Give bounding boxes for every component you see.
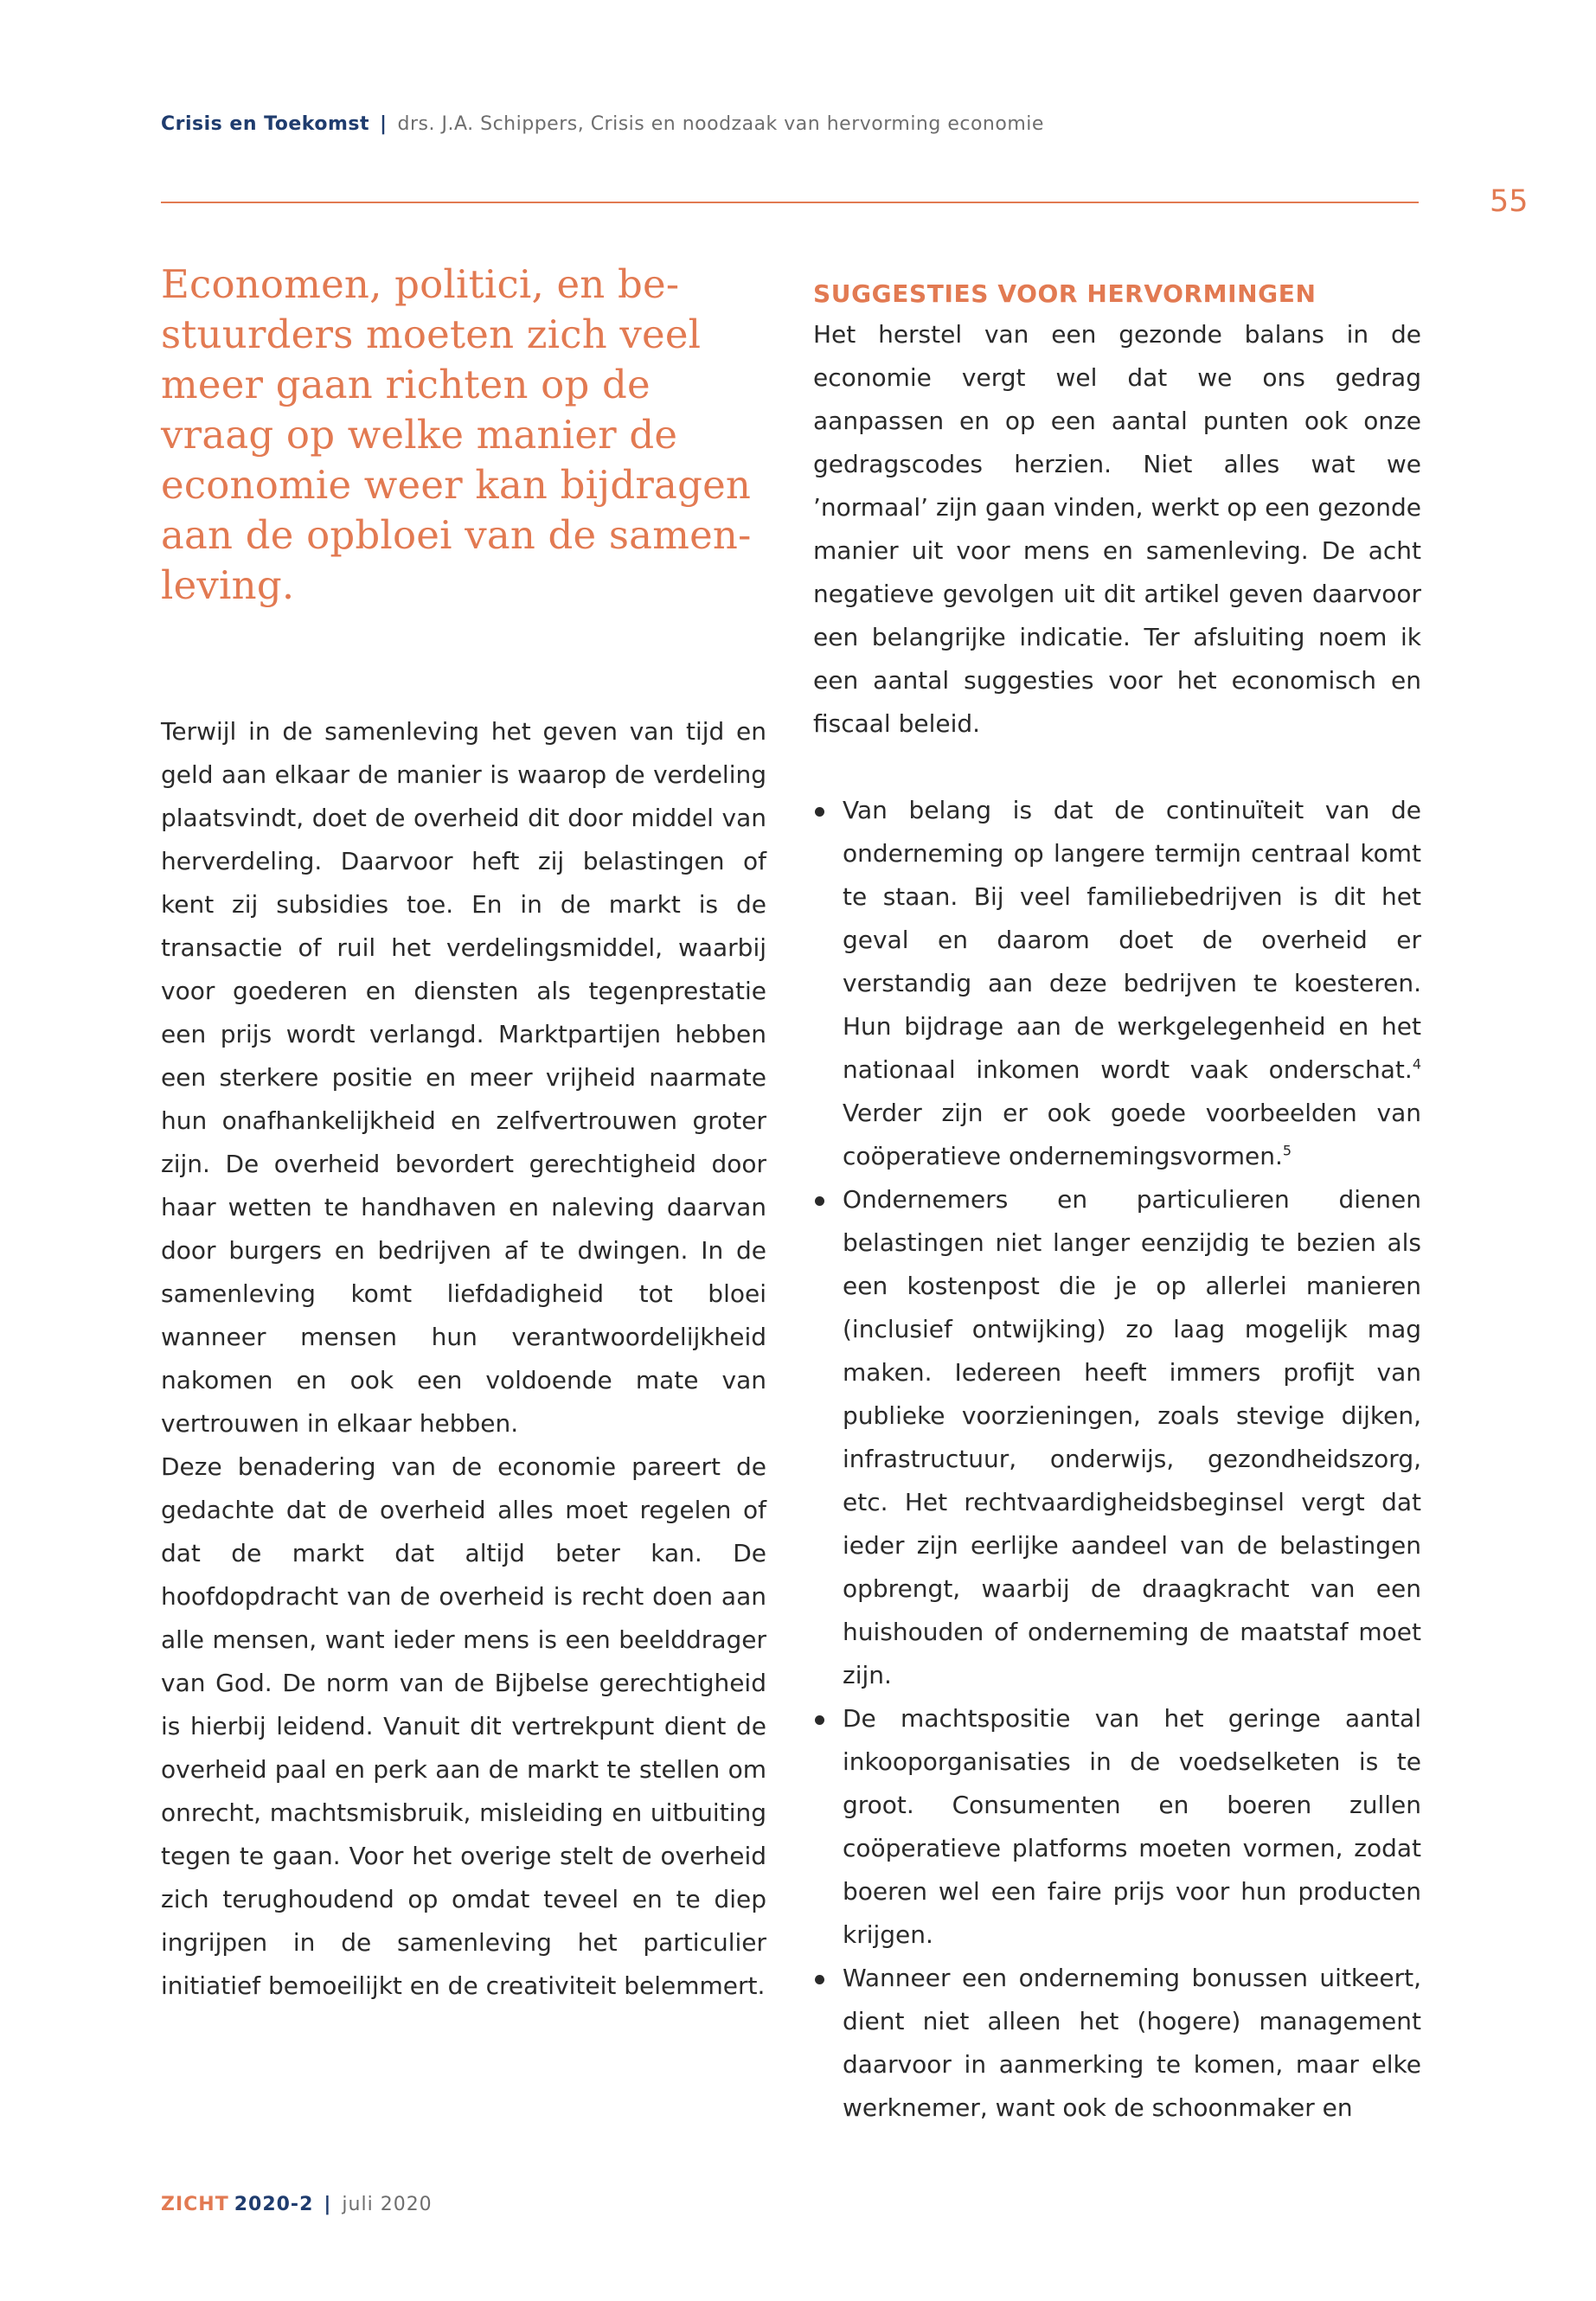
right-column (813, 275, 1421, 2130)
bullet-icon (815, 1196, 824, 1206)
list-item (813, 1178, 1421, 1697)
bullet-icon (815, 807, 824, 817)
list-item (813, 789, 1421, 1178)
list-item (813, 1957, 1421, 2130)
footnote-ref: 4 (1412, 1055, 1421, 1073)
list-item-text: De machtspositie van het geringe aantal inkooporganisaties in de voedselketen is te groot. Consumenten en boeren zullen coöperatieve platforms moeten vormen, zodat boeren wel een faire prijs voor hun producten krijgen. (843, 1704, 1421, 1949)
footer-magazine-name: ZICHT (161, 2194, 229, 2215)
footnote-ref: 5 (1282, 1142, 1292, 1159)
page-number: 55 (1490, 184, 1529, 219)
footer-issue: 2020-2 (234, 2194, 314, 2215)
right-body-text (813, 313, 1421, 2130)
suggestion-list (813, 789, 1421, 2130)
list-item-text: Ondernemers en particulieren dienen belastingen niet langer eenzijdig te bezien als een kostenpost die je op allerlei manieren (inclusief ontwijking) zo laag mogelijk mag maken. Iedereen heeft immers profijt van publieke voorzieningen, zoals stevige dijken, infrastructuur, onderwijs, gezondheidszorg, etc. Het rechtvaardigheidsbeginsel vergt dat ieder zijn eerlijke aandeel van de belastingen opbrengt, waarbij de draagkracht van een huishouden of onderneming de maatstaf moet zijn. (843, 1185, 1421, 1689)
section-heading: SUGGESTIES VOOR HERVORMINGEN (813, 279, 1317, 308)
footer-date: juli 2020 (342, 2194, 433, 2215)
intro-paragraph: Het herstel van een gezonde balans in de economie vergt wel dat we ons gedrag aanpassen en op een aantal punten ook onze gedragscodes herzien. Niet alles wat we ’normaal’ zijn gaan vinden, werkt op een gezonde manier uit voor mens en samenleving. De acht negatieve gevolgen uit dit artikel geven daarvoor een belangrijke indicatie. Ter afsluiting noem ik een aantal suggesties voor het economisch en fiscaal beleid. (813, 320, 1421, 738)
header-rule (161, 202, 1419, 203)
bullet-icon (815, 1715, 824, 1725)
footer (161, 2194, 433, 2215)
header-separator: | (379, 113, 388, 135)
body-paragraph: Terwijl in de samenleving het geven van tijd en geld aan elkaar de manier is waarop de verdeling plaatsvindt, doet de overheid dit door middel van herverdeling. Daarvoor heft zij belastingen of kent zij subsidies toe. En in de markt is de transactie of ruil het verdelingsmiddel, waarbij voor goederen en diensten als tegenprestatie een prijs wordt verlangd. Marktpartijen hebben een sterkere positie en meer vrijheid naarmate hun onafhankelijkheid en zelfvertrouwen groter zijn. De overheid bevordert gerechtigheid door haar wetten te handhaven en naleving daarvan door burgers en bedrijven af te dwingen. In de samenleving komt liefdadigheid tot bloei wanneer mensen hun verantwoordelijkheid nakomen en ook een voldoende mate van vertrouwen in elkaar hebben. (161, 717, 766, 1438)
left-column (161, 260, 766, 2008)
header-article-info: drs. J.A. Schippers, Crisis en noodzaak van hervorming economie (397, 113, 1044, 135)
list-item-text: Wanneer een onderneming bonussen uitkeert, dient niet alleen het (hogere) management daarvoor in aanmerking te komen, maar elke werknemer, want ook de schoonmaker en (843, 1964, 1421, 2122)
header-journal-title: Crisis en Toekomst (161, 113, 369, 135)
footer-separator: | (324, 2194, 332, 2215)
pull-quote: Economen, politici, en bestuurders moeten zich veel meer gaan richten op de vraag op welke manier de economie weer kan bijdragen aan de opbloei van de samenleving. (161, 261, 752, 608)
body-paragraph: Deze benadering van de economie pareert de gedachte dat de overheid alles moet regelen of dat de markt dat altijd beter kan. De hoofdopdracht van de overheid is recht doen aan alle mensen, want ieder mens is een beelddrager van God. De norm van de Bijbelse gerechtigheid is hierbij leidend. Vanuit dit vertrekpunt dient de overheid paal en perk aan de markt te stellen om onrecht, machtsmisbruik, misleiding en uitbuiting tegen te gaan. Voor het overige stelt de overheid zich terughoudend op omdat teveel en te diep ingrijpen in de samenleving het particulier initiatief bemoeilijkt en de creativiteit belemmert. (161, 1452, 766, 2000)
list-item (813, 1697, 1421, 1957)
bullet-icon (815, 1975, 824, 1984)
list-item-text: Van belang is dat de continuïteit van de onderneming op langere termijn centraal komt te staan. Bij veel familiebedrijven is dit het geval en daarom doet de overheid er verstandig aan deze bedrijven te koesteren. Hun bijdrage aan de werkgelegenheid en het nationaal inkomen wordt vaak onderschat.$^4$ Verder zijn er ook goede voorbeelden van coöperatieve ondernemingsvormen.$^5$ (843, 796, 1421, 1170)
left-body-text (161, 710, 766, 2008)
running-header (161, 113, 1044, 135)
